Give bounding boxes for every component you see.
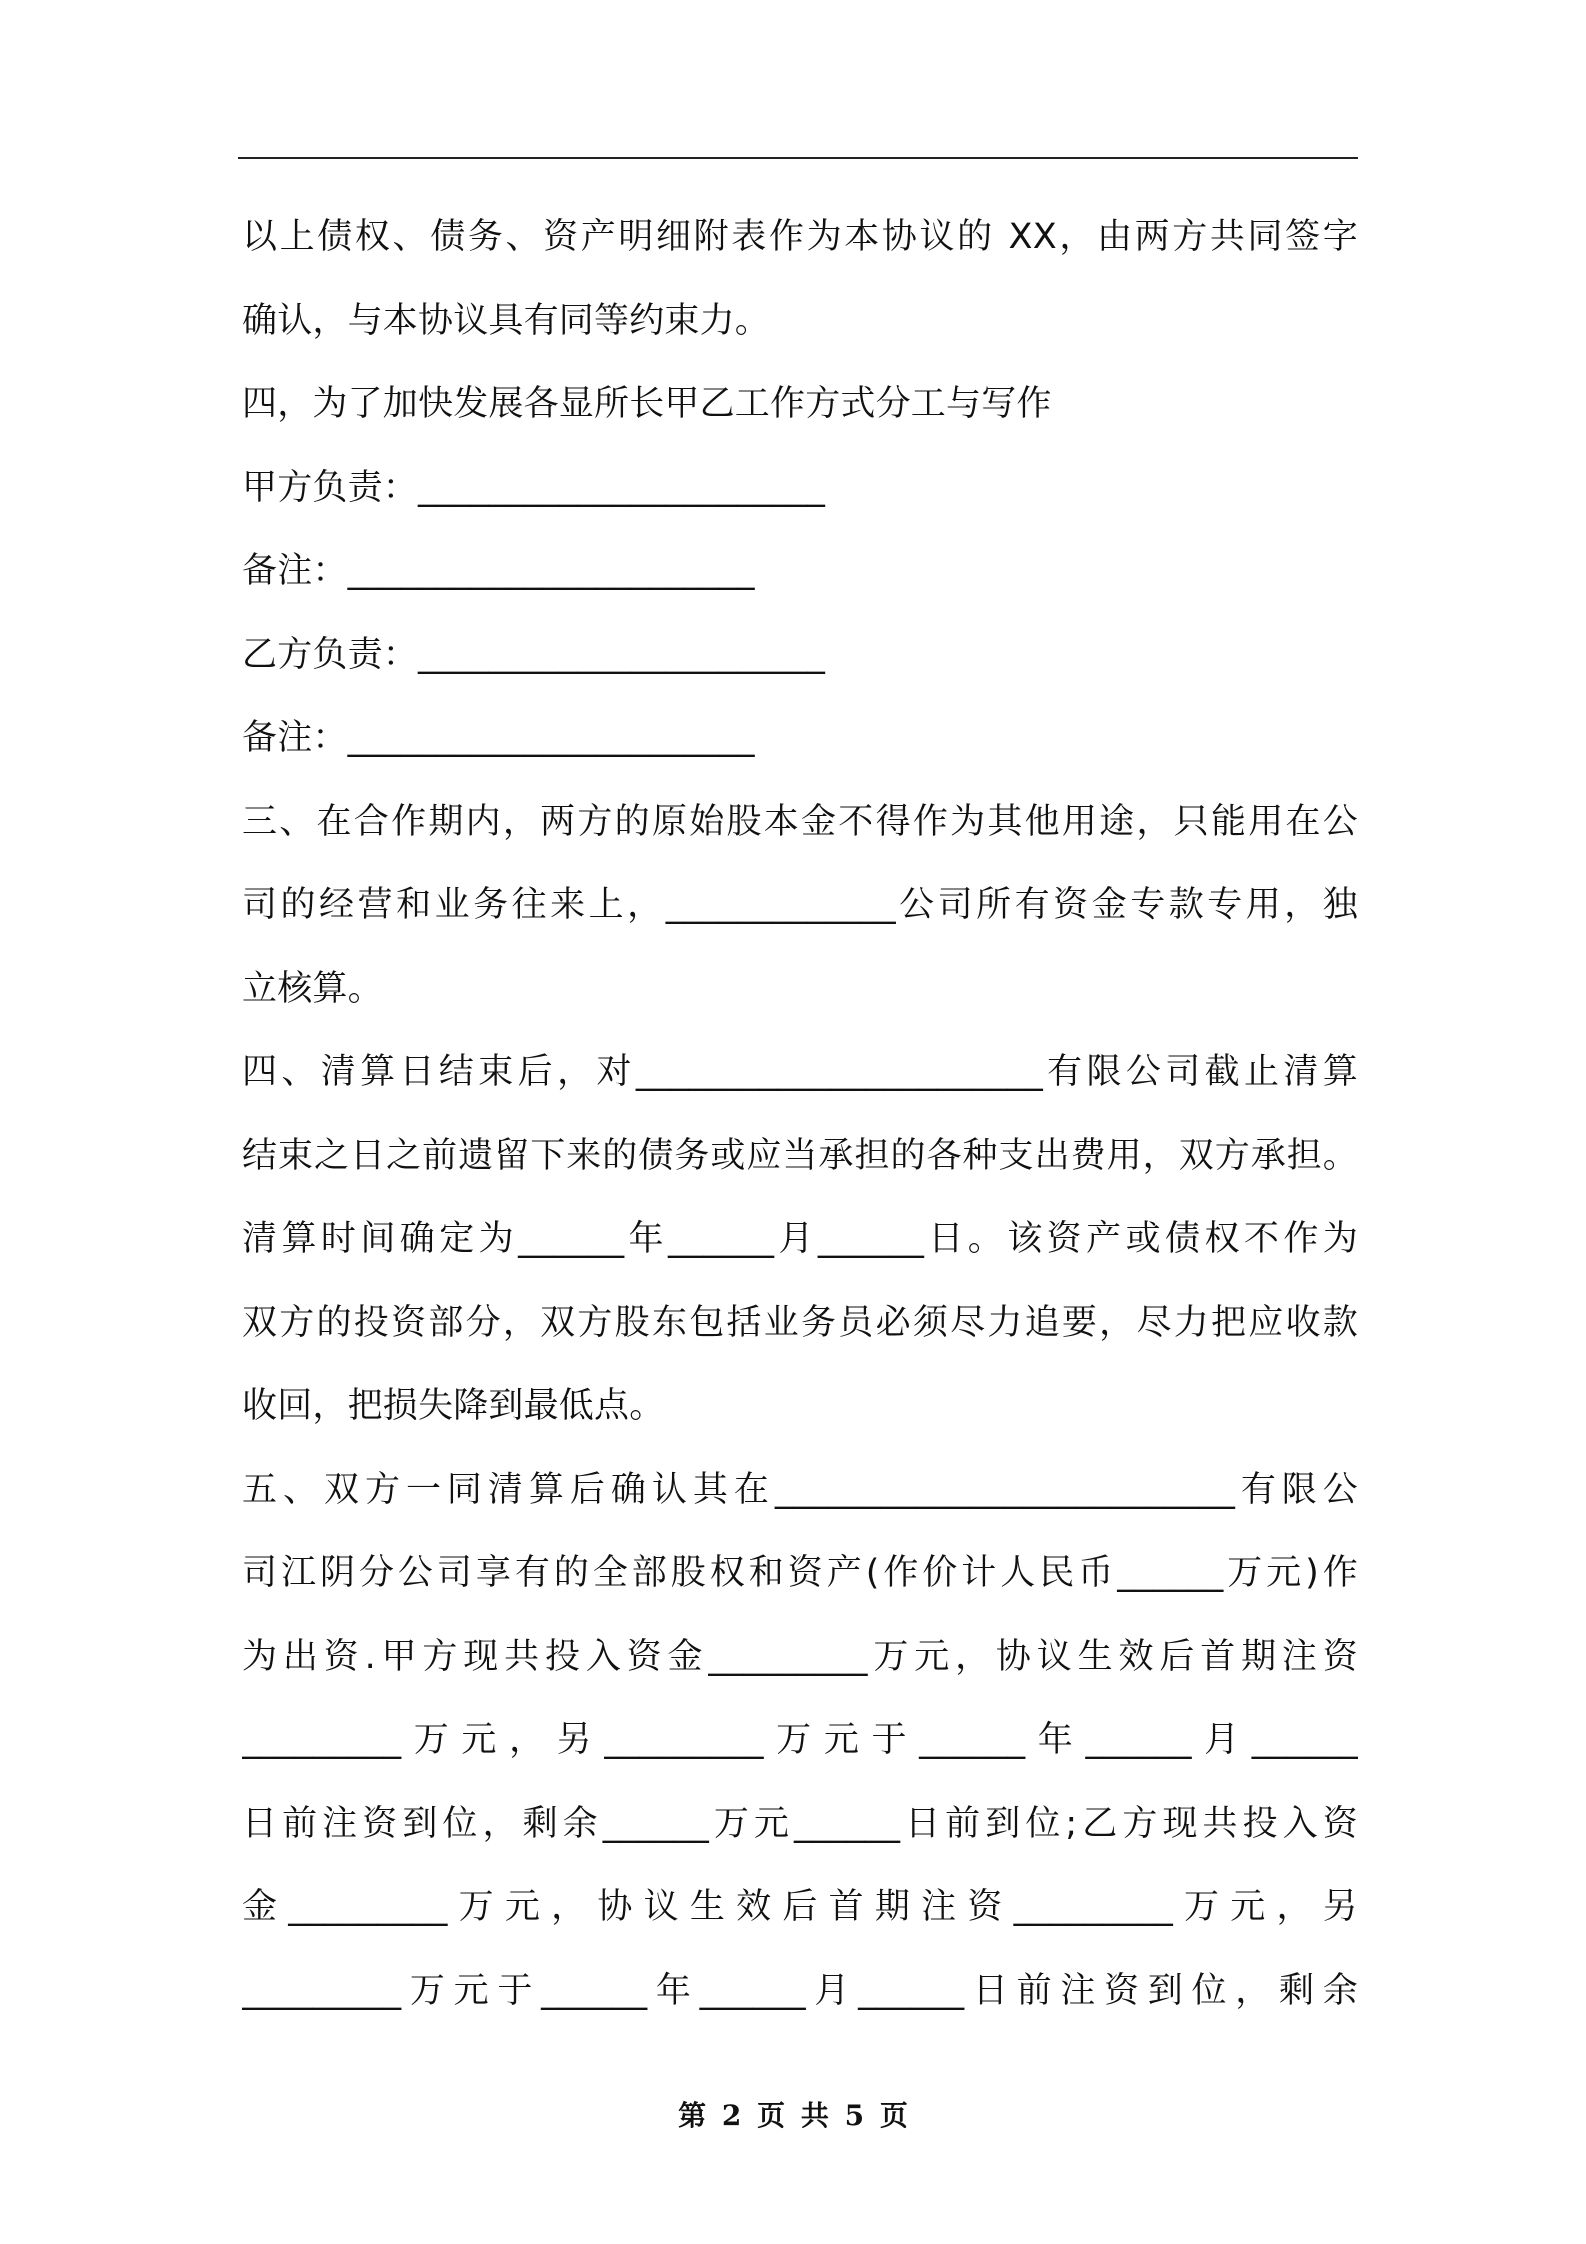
party-b-responsibility-line: 乙方负责：_______________________ xyxy=(242,634,826,675)
paragraph-line: 金_________万元，协议生效后首期注资_________万元，另 xyxy=(242,1887,1358,1927)
section-heading: 四，为了加快发展各显所长甲乙工作方式分工与写作 xyxy=(242,384,1052,424)
paragraph-line: _________万元于______年______月______日前注资到位，剩余 xyxy=(242,1970,1358,2011)
paragraph-line: 结束之日之前遗留下来的债务或应当承担的各种支出费用，双方承担。 xyxy=(242,1135,1358,1176)
paragraph-line: 收回，把损失降到最低点。 xyxy=(242,1386,665,1426)
paragraph-line: 确认，与本协议具有同等约束力。 xyxy=(242,300,771,341)
paragraph-line: 五、双方一同清算后确认其在__________________________有限公 xyxy=(242,1469,1358,1510)
paragraph-line: 立核算。 xyxy=(242,968,383,1009)
paragraph-line: _________万元，另_________万元于______年______月______ xyxy=(242,1720,1358,1760)
paragraph-line: 为出资.甲方现共投入资金_________万元，协议生效后首期注资 xyxy=(242,1636,1358,1677)
paragraph-line: 双方的投资部分，双方股东包括业务员必须尽力追要，尽力把应收款 xyxy=(242,1302,1358,1343)
paragraph-line: 三、在合作期内，两方的原始股本金不得作为其他用途，只能用在公 xyxy=(242,801,1358,842)
page-number: 第 2 页 共 5 页 xyxy=(678,2099,908,2132)
party-a-responsibility-line: 甲方负责：_______________________ xyxy=(242,467,826,508)
paragraph-line: 四、清算日结束后，对_______________________有限公司截止清算 xyxy=(242,1052,1358,1092)
document-body xyxy=(242,196,1358,2033)
header-rule xyxy=(238,157,1358,159)
paragraph-line: 清算时间确定为______年______月______日。该资产或债权不作为 xyxy=(242,1219,1358,1259)
paragraph-line: 司江阴分公司享有的全部股权和资产(作价计人民币______万元)作 xyxy=(242,1553,1358,1593)
paragraph-line: 以上债权、债务、资产明细附表作为本协议的 XX，由两方共同签字 xyxy=(242,217,1358,257)
paragraph-line: 日前注资到位，剩余______万元______日前到位;乙方现共投入资 xyxy=(242,1803,1358,1844)
note-line: 备注：_______________________ xyxy=(242,551,755,591)
note-line: 备注：_______________________ xyxy=(242,718,755,758)
paragraph-line: 司的经营和业务往来上，_____________公司所有资金专款专用，独 xyxy=(242,885,1358,925)
